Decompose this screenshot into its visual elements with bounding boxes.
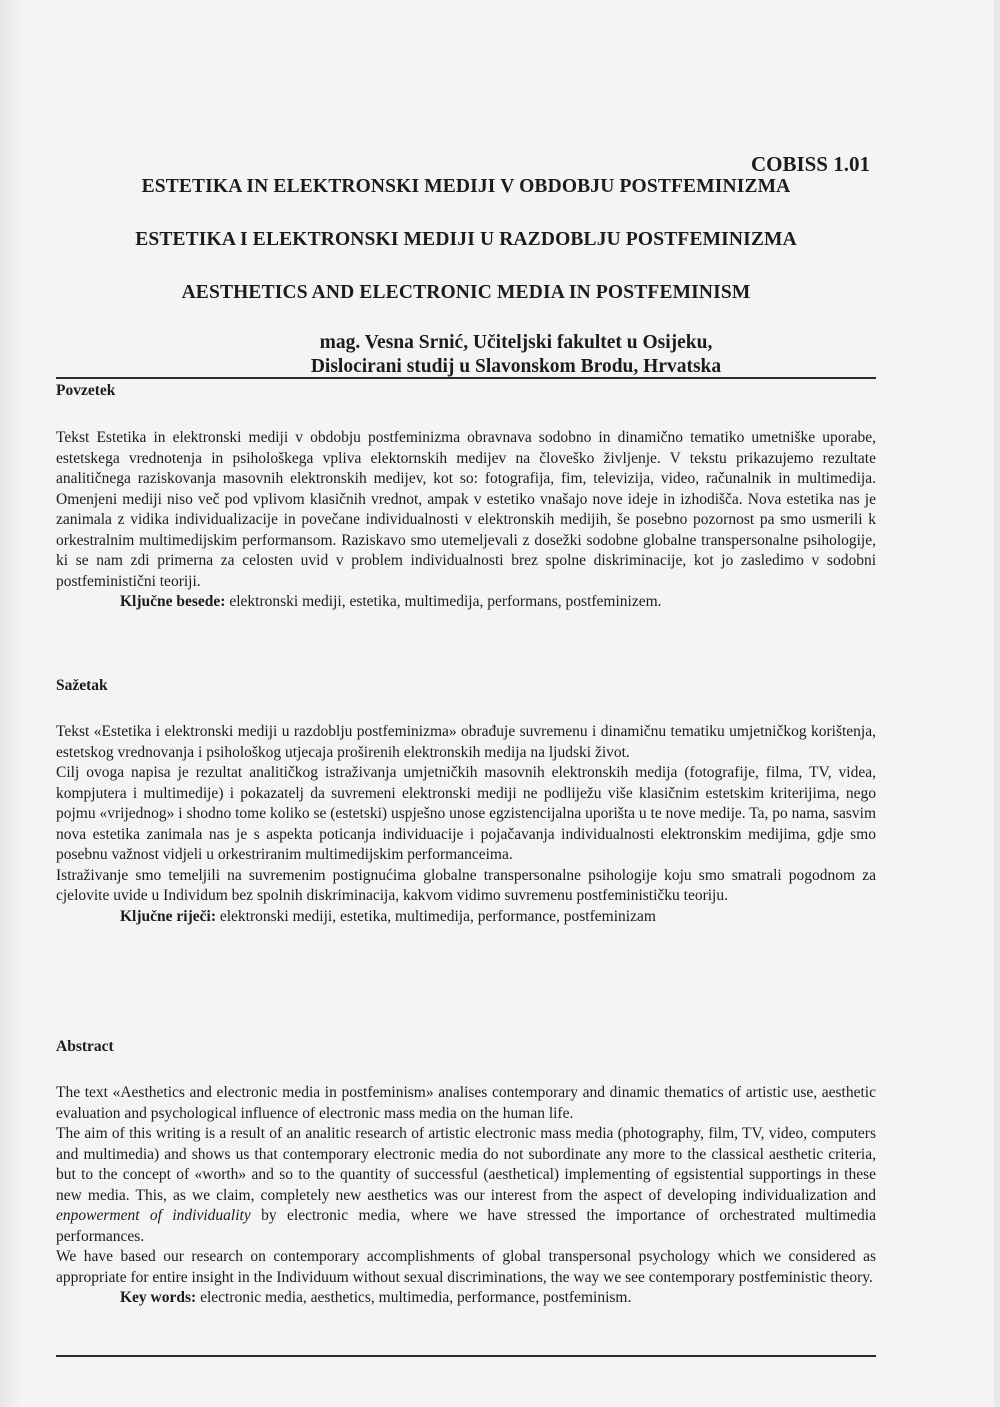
section-sazetak — [56, 722, 876, 927]
section-povzetek — [56, 428, 876, 613]
keywords-text: elektronski mediji, estetika, multimedija, performans, postfeminizem. — [225, 593, 662, 610]
abstract-paragraph-2 — [56, 1124, 876, 1247]
keywords-label: Ključne riječi: — [120, 907, 216, 925]
keywords-label: Key words: — [120, 1289, 197, 1306]
povzetek-keywords — [56, 592, 876, 613]
abstract-paragraph-2-end: by electronic media, where we have stressed the importance of orchestrated multimedia performances. — [56, 1207, 876, 1245]
cobiss-classification: COBISS 1.01 — [750, 152, 870, 176]
abstract-paragraph-2-start: The aim of this writing is a result of an analitic research of artistic electronic mass media (photography, film, TV, video, computers and multimedia) and shows us that contemporary electronic media do not subordinate any more to the classical aesthetic criteria, but to the concept of «worth» and so to the quantity of successful (aesthetical) implementing of egsistential supportings in these new media. This, as we claim, completely new aesthetics was our interest from the aspect of developing individualization and — [56, 1125, 876, 1204]
sazetak-keywords — [56, 907, 876, 928]
author-line-2: Dislocirani studij u Slavonskom Brodu, Hrvatska — [310, 356, 722, 377]
section-abstract — [56, 1083, 876, 1309]
heading-sazetak: Sažetak — [56, 677, 108, 694]
page-left-edge — [0, 0, 22, 1407]
title-slovenian: ESTETIKA IN ELEKTRONSKI MEDIJI V OBDOBJU POSTFEMINIZMA — [141, 176, 791, 197]
abstract-paragraph-3: We have based our research on contemporary accomplishments of global transpersonal psychology which we considered as appropriate for entire insight in the Individuum without sexual discriminations, the way we see contemporary postfeministic theory. — [56, 1248, 876, 1286]
author-line-1: mag. Vesna Srnić, Učiteljski fakultet u Osijeku, — [319, 332, 713, 353]
abstract-italic-phrase: enpowerment of individuality — [56, 1207, 251, 1224]
title-croatian: ESTETIKA I ELEKTRONSKI MEDIJI U RAZDOBLJU POSTFEMINIZMA — [135, 229, 797, 250]
sazetak-paragraph-1: Tekst «Estetika i elektronski mediji u razdoblju postfeminizma» obrađuje suvremenu i dinamičnu tematiku umjetničkog korištenja, estetskog vrednovanja i psihološkog utjecaja proširenih elektronskih medija na ljudski život. — [56, 723, 876, 761]
top-divider — [56, 377, 876, 379]
povzetek-body: Tekst Estetika in elektronski mediji v obdobju postfeminizma obravnava sodobno in dinamično tematiko umetniške uporabe, estetskega vrednotenja in psihološkega vpliva elektornskih medijev na človeško življenje. V tekstu prikazujemo rezultate analitičnega raziskovanja masovnih elektronskih medijev, kot so: fotografija, fim, televizija, video, računalnik in multimedija. Omenjeni mediji niso več pod vplivom klasičnih vrednot, ampak v estetiko vnašajo nove ideje in izhodišča. Nova estetika nas je zanimala z vidika individualizacije in povečane individualnosti v elektronskih medijih, še posebno pozornost pa smo usmerili k orkestralnim multimedijskim performansom. Raziskavo smo utemeljevali z dosežki sodobne globalne transpersonalne psihologije, ki se nam zdi primerna za celosten uvid v problem individualnosti brez spolne diskriminacije, kot jo zasledimo v sodobni postfeministični teoriji. — [56, 429, 876, 590]
sazetak-paragraph-2: Cilj ovoga napisa je rezultat analitičkog istraživanja umjetničkih masovnih elektronskih medija (fotografije, filma, TV, videa, kompjutera i multimedije) i pokazatelj da suvremeni elektronski mediji ne podliježu više klasičnim estetskim kriterijima, nego pojmu «vrijednog» i shodno tome koliko se (estetski) uspješno unose egzistencijalna uporišta u te nove medije. Ta, po nama, sasvim nova estetika zanimala nas je s aspekta poticanja individuacije i pojačavanja individualnosti elektronskim medijima, gdje smo posebnu važnost vidjeli u orkestriranim multimedijskim performanceima. — [56, 764, 876, 863]
author-block — [56, 331, 876, 379]
title-english: AESTHETICS AND ELECTRONIC MEDIA IN POSTFEMINISM — [181, 282, 751, 303]
heading-povzetek: Povzetek — [56, 382, 116, 399]
keywords-text: elektronski mediji, estetika, multimedija, performance, postfeminizam — [215, 907, 656, 925]
abstract-keywords — [56, 1288, 876, 1309]
sazetak-paragraph-3: Istraživanje smo temeljili na suvremenim postignućima globalne transpersonalne psihologije koju smo smatrali pogodnom za cjelovite uvide u Individum bez spolnih diskriminacija, kakvom vidimo suvremenu postfeminističku teoriju. — [56, 866, 876, 904]
bottom-divider — [56, 1355, 876, 1357]
abstract-paragraph-1: The text «Aesthetics and electronic media in postfeminism» analises contemporary and dinamic thematics of artistic use, aesthetic evaluation and psychological influence of electronic mass media on the human life. — [56, 1084, 876, 1122]
page-right-edge — [994, 0, 1000, 1407]
keywords-text: electronic media, aesthetics, multimedia, performance, postfeminism. — [196, 1289, 632, 1306]
keywords-label: Ključne besede: — [120, 593, 226, 610]
heading-abstract: Abstract — [56, 1038, 114, 1055]
